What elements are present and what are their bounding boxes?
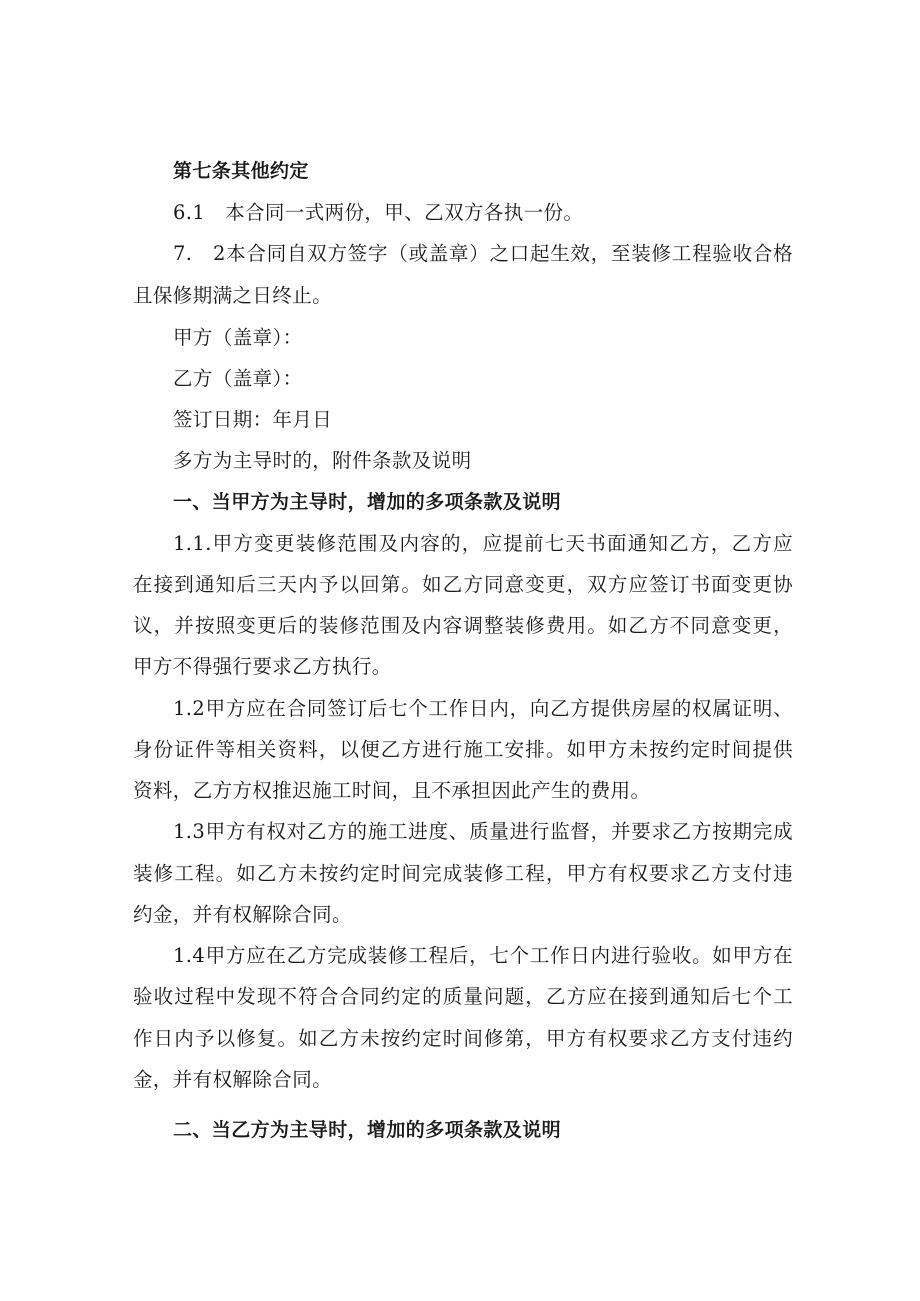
party-a-seal: 甲方（盖章）：	[173, 326, 303, 349]
sign-date: 签订日期：年月日	[173, 408, 333, 431]
clause-1-1-line3: 议，并按照变更后的装修范围及内容调整装修费用。如乙方不同意变更，	[133, 614, 793, 637]
clause-1-4-line2: 验收过程中发现不符合合同约定的质量问题，乙方应在接到通知后七个工	[133, 985, 793, 1008]
clause-1-4-line4: 金，并有权解除合同。	[133, 1068, 333, 1091]
clause-1-1-line2: 在接到通知后三天内予以回第。如乙方同意变更，双方应签订书面变更协	[133, 573, 793, 596]
clause-7-2-line2: 且保修期满之日终止。	[133, 284, 333, 307]
clause-1-2-line3: 资料，乙方方权推迟施工时间，且不承担因此产生的费用。	[133, 779, 651, 802]
clause-6-1: 6.1 本合同一式两份，甲、乙双方各执一份。	[173, 201, 584, 224]
section2-heading: 二、当乙方为主导时，增加的多项条款及说明	[173, 1119, 562, 1141]
clause-1-1-line4: 甲方不得强行要求乙方执行。	[133, 655, 392, 678]
clause-1-2-line2: 身份证件等相关资料，以便乙方进行施工安排。如甲方未按约定时间提供	[133, 738, 793, 761]
clause-1-1-line1: 1.1.甲方变更装修范围及内容的，应提前七天书面通知乙方，乙方应	[173, 532, 793, 555]
section1-heading: 一、当甲方为主导时，增加的多项条款及说明	[173, 491, 562, 513]
article7-heading: 第七条其他约定	[173, 160, 309, 182]
clause-1-4-line3: 作日内予以修复。如乙方未按约定时间修第，甲方有权要求乙方支付违约	[133, 1027, 793, 1050]
clause-7-2-line1: 7. 2本合同自双方签字（或盖章）之口起生效，至装修工程验收合格	[173, 242, 793, 265]
clause-1-3-line1: 1.3甲方有权对乙方的施工进度、质量进行监督，并要求乙方按期完成	[173, 820, 793, 843]
clause-1-2-line1: 1.2甲方应在合同签订后七个工作日内，向乙方提供房屋的权属证明、	[173, 697, 793, 720]
party-b-seal: 乙方（盖章）：	[173, 367, 303, 390]
appendix-intro: 多方为主导时的，附件条款及说明	[173, 449, 472, 472]
clause-1-3-line3: 约金，并有权解除合同。	[133, 903, 352, 926]
clause-1-4-line1: 1.4甲方应在乙方完成装修工程后，七个工作日内进行验收。如甲方在	[173, 944, 793, 967]
clause-1-3-line2: 装修工程。如乙方未按约定时间完成装修工程，甲方有权要求乙方支付违	[133, 862, 793, 885]
